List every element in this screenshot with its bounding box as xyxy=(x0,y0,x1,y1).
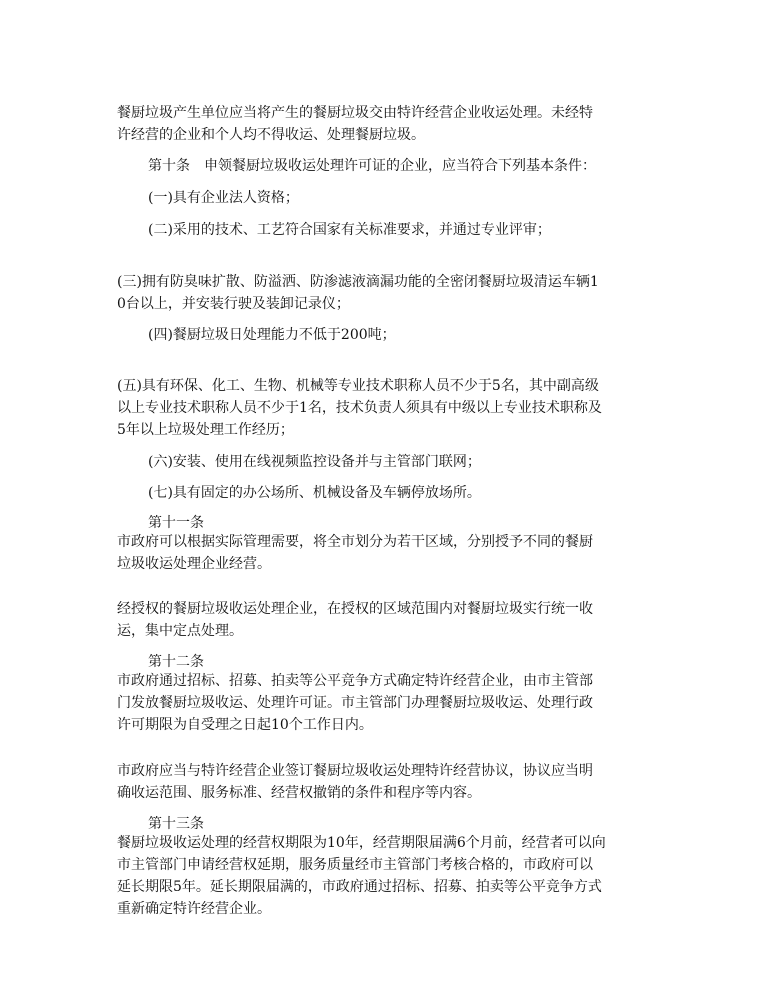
paragraph-line: 经授权的餐厨垃圾收运处理企业，在授权的区域范围内对餐厨垃圾实行统一收 xyxy=(117,601,593,617)
paragraph-line: 以上专业技术职称人员不少于1名，技术负责人须具有中级以上专业技术职称及 xyxy=(117,400,602,416)
paragraph-line: 垃圾收运处理企业经营。 xyxy=(117,556,271,572)
condition-item-1: (一)具有企业法人资格； xyxy=(148,190,299,206)
paragraph-line: 市政府通过招标、招募、拍卖等公平竞争方式确定特许经营企业，由市主管部 xyxy=(117,673,593,689)
paragraph-line: 门发放餐厨垃圾收运、处理许可证。市主管部门办理餐厨垃圾收运、处理行政 xyxy=(117,695,593,711)
paragraph-line: 运，集中定点处理。 xyxy=(117,623,243,639)
article-10-heading: 第十条 申领餐厨垃圾收运处理许可证的企业，应当符合下列基本条件： xyxy=(148,158,596,174)
paragraph-line: 确收运范围、服务标准、经营权撤销的条件和程序等内容。 xyxy=(117,785,481,801)
paragraph-line: 市主管部门申请经营权延期，服务质量经市主管部门考核合格的，市政府可以 xyxy=(117,857,593,873)
paragraph-line: 市政府可以根据实际管理需要，将全市划分为若干区域，分别授予不同的餐厨 xyxy=(117,534,593,550)
paragraph-line: 许可期限为自受理之日起10个工作日内。 xyxy=(117,717,373,733)
paragraph-line: 延长期限5年。延长期限届满的，市政府通过招标、招募、拍卖等公平竞争方式 xyxy=(117,879,602,895)
paragraph-line: 5年以上垃圾处理工作经历； xyxy=(117,422,294,438)
article-12-heading: 第十二条 xyxy=(148,654,204,670)
paragraph-line: 重新确定特许经营企业。 xyxy=(117,901,271,917)
paragraph-line: 许经营的企业和个人均不得收运、处理餐厨垃圾。 xyxy=(117,127,425,143)
condition-item-3: (三)拥有防臭味扩散、防溢洒、防渗滤液滴漏功能的全密闭餐厨垃圾清运车辆1 xyxy=(117,274,599,290)
condition-item-4: (四)餐厨垃圾日处理能力不低于200吨； xyxy=(148,327,396,343)
article-11-heading: 第十一条 xyxy=(148,515,204,531)
condition-item-5: (五)具有环保、化工、生物、机械等专业技术职称人员不少于5名，其中副高级 xyxy=(117,378,599,394)
paragraph-line: 餐厨垃圾产生单位应当将产生的餐厨垃圾交由特许经营企业收运处理。未经特 xyxy=(117,105,593,121)
paragraph-line: 餐厨垃圾收运处理的经营权期限为10年，经营期限届满6个月前，经营者可以向 xyxy=(117,835,606,851)
article-13-heading: 第十三条 xyxy=(148,816,204,832)
condition-item-2: (二)采用的技术、工艺符合国家有关标准要求，并通过专业评审； xyxy=(148,222,551,238)
condition-item-7: (七)具有固定的办公场所、机械设备及车辆停放场所。 xyxy=(148,485,481,501)
condition-item-6: (六)安装、使用在线视频监控设备并与主管部门联网； xyxy=(148,454,481,470)
paragraph-line: 市政府应当与特许经营企业签订餐厨垃圾收运处理特许经营协议，协议应当明 xyxy=(117,763,593,779)
paragraph-line: 0台以上，并安装行驶及装卸记录仪； xyxy=(117,296,350,312)
